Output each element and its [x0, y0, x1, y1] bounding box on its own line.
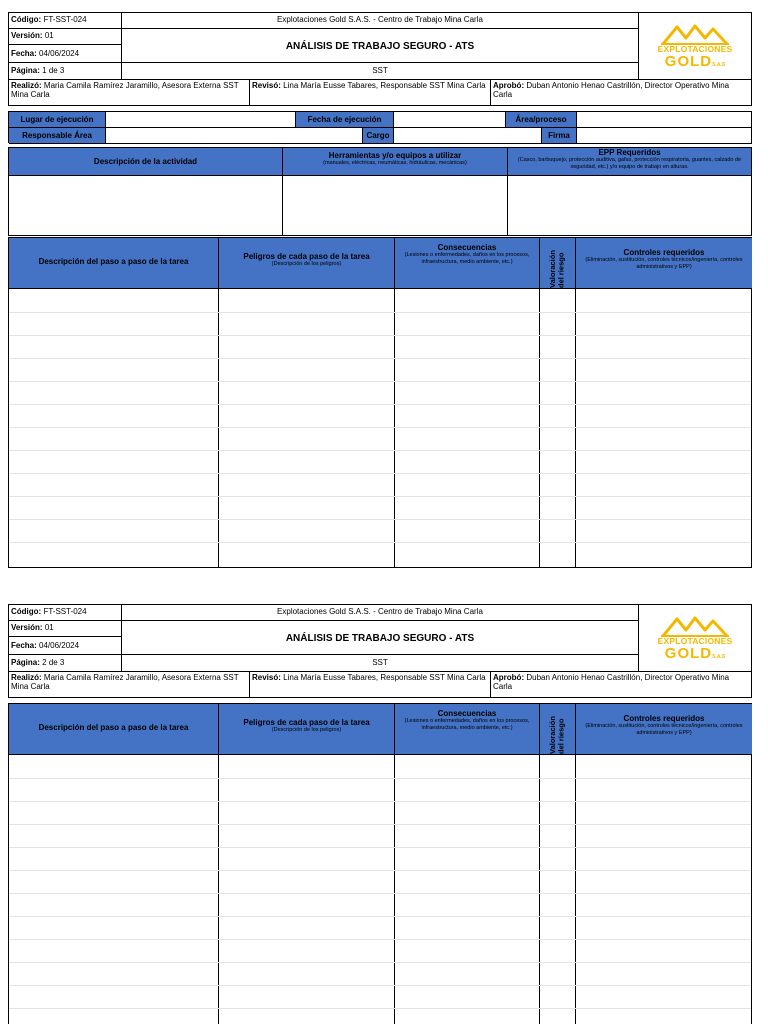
- aprobo-cell: Aprobó: Duban Antonio Henao Castrillón, Director Operativo Mina Carla: [491, 80, 752, 106]
- responsable-input[interactable]: [106, 128, 363, 144]
- lugar-label: Lugar de ejecución: [9, 112, 106, 128]
- descripcion-actividad-field[interactable]: [9, 176, 283, 236]
- controles-header: Controles requeridos (Eliminación, sustitución, controles técnicos/ingeniería, controles administrativos y EPP): [576, 238, 752, 289]
- paso-header: Descripción del paso a paso de la tarea: [9, 238, 219, 289]
- mountain-logo-icon: [659, 23, 731, 45]
- herramientas-header: Herramientas y/o equipos a utilizar (manuales, eléctricas, neumáticas, hidráulicas, mecánicas): [283, 148, 508, 176]
- steps-body[interactable]: [9, 755, 751, 1024]
- steps-table: [8, 703, 752, 1024]
- cargo-label: Cargo: [363, 128, 394, 144]
- valoracion-header: Valoración del riesgo: [540, 704, 576, 755]
- codigo-cell: Código: FT-SST-024: [9, 605, 122, 621]
- reviso-cell: Revisó: Lina María Eusse Tabares, Responsable SST Mina Carla: [250, 672, 491, 698]
- pagina-cell: Página: 2 de 3: [9, 655, 122, 672]
- execution-info-table: [8, 111, 752, 143]
- logo-text-gold: GOLDS.A.S: [664, 53, 726, 71]
- descripcion-actividad-header: Descripción de la actividad: [9, 148, 283, 176]
- form-page-2: [8, 604, 752, 1024]
- version-cell: Versión: 01: [9, 621, 122, 637]
- aprobo-cell: Aprobó: Duban Antonio Henao Castrillón, Director Operativo Mina Carla: [491, 672, 752, 698]
- fecha-ejecucion-input[interactable]: [394, 112, 506, 128]
- firma-input[interactable]: [577, 128, 752, 144]
- area-proceso-label: Área/proceso: [506, 112, 577, 128]
- fecha-cell: Fecha: 04/06/2024: [9, 637, 122, 655]
- realizo-cell: Realizó: Maria Camila Ramírez Jaramillo, Asesora Externa SST Mina Carla: [9, 80, 250, 106]
- fecha-cell: Fecha: 04/06/2024: [9, 45, 122, 63]
- valoracion-header: Valoración del riesgo: [540, 238, 576, 289]
- consecuencias-header: Consecuencias (Lesiones o enfermedades, daños en los procesos, infraestructura, medio ambiente, etc.): [395, 704, 540, 755]
- epp-header: EPP Requeridos (Casco, barbuquejo, protección auditiva, gafas, protección respiratoria, guantes, calzado de seguridad, etc.) y/o equipo de trabajo en alturas.: [508, 148, 752, 176]
- area-proceso-input[interactable]: [577, 112, 752, 128]
- logo-text-explotaciones: EXPLOTACIONES: [657, 635, 733, 646]
- paso-header: Descripción del paso a paso de la tarea: [9, 704, 219, 755]
- reviso-cell: Revisó: Lina María Eusse Tabares, Responsable SST Mina Carla: [250, 80, 491, 106]
- steps-table: [8, 237, 752, 568]
- fecha-ejecucion-label: Fecha de ejecución: [296, 112, 394, 128]
- responsable-label: Responsable Área: [9, 128, 106, 144]
- version-cell: Versión: 01: [9, 29, 122, 45]
- realizo-cell: Realizó: Maria Camila Ramírez Jaramillo, Asesora Externa SST Mina Carla: [9, 672, 250, 698]
- activity-table: [8, 147, 752, 236]
- document-title: ANÁLISIS DE TRABAJO SEGURO - ATS: [122, 621, 639, 655]
- document-title: ANÁLISIS DE TRABAJO SEGURO - ATS: [122, 29, 639, 63]
- company-name: Explotaciones Gold S.A.S. - Centro de Trabajo Mina Carla: [122, 13, 639, 29]
- document-header: [8, 12, 752, 106]
- peligros-header: Peligros de cada paso de la tarea (Descripción de los peligros): [219, 704, 395, 755]
- epp-field[interactable]: [508, 176, 752, 236]
- logo-text-gold: GOLDS.A.S: [664, 645, 726, 663]
- peligros-header: Peligros de cada paso de la tarea (Descripción de los peligros): [219, 238, 395, 289]
- herramientas-field[interactable]: [283, 176, 508, 236]
- company-logo: [639, 13, 752, 80]
- area-sst: SST: [122, 655, 639, 672]
- mountain-logo-icon: [659, 615, 731, 637]
- pagina-cell: Página: 1 de 3: [9, 63, 122, 80]
- consecuencias-header: Consecuencias (Lesiones o enfermedades, daños en los procesos, infraestructura, medio ambiente, etc.): [395, 238, 540, 289]
- codigo-cell: Código: FT-SST-024: [9, 13, 122, 29]
- lugar-input[interactable]: [106, 112, 296, 128]
- cargo-input[interactable]: [394, 128, 542, 144]
- company-logo: [639, 605, 752, 672]
- controles-header: Controles requeridos (Eliminación, sustitución, controles técnicos/ingeniería, controles administrativos y EPP): [576, 704, 752, 755]
- company-name: Explotaciones Gold S.A.S. - Centro de Trabajo Mina Carla: [122, 605, 639, 621]
- firma-label: Firma: [542, 128, 577, 144]
- document-header: [8, 604, 752, 698]
- form-page-1: [8, 12, 752, 572]
- steps-body[interactable]: [9, 289, 751, 568]
- logo-text-explotaciones: EXPLOTACIONES: [657, 43, 733, 54]
- area-sst: SST: [122, 63, 639, 80]
